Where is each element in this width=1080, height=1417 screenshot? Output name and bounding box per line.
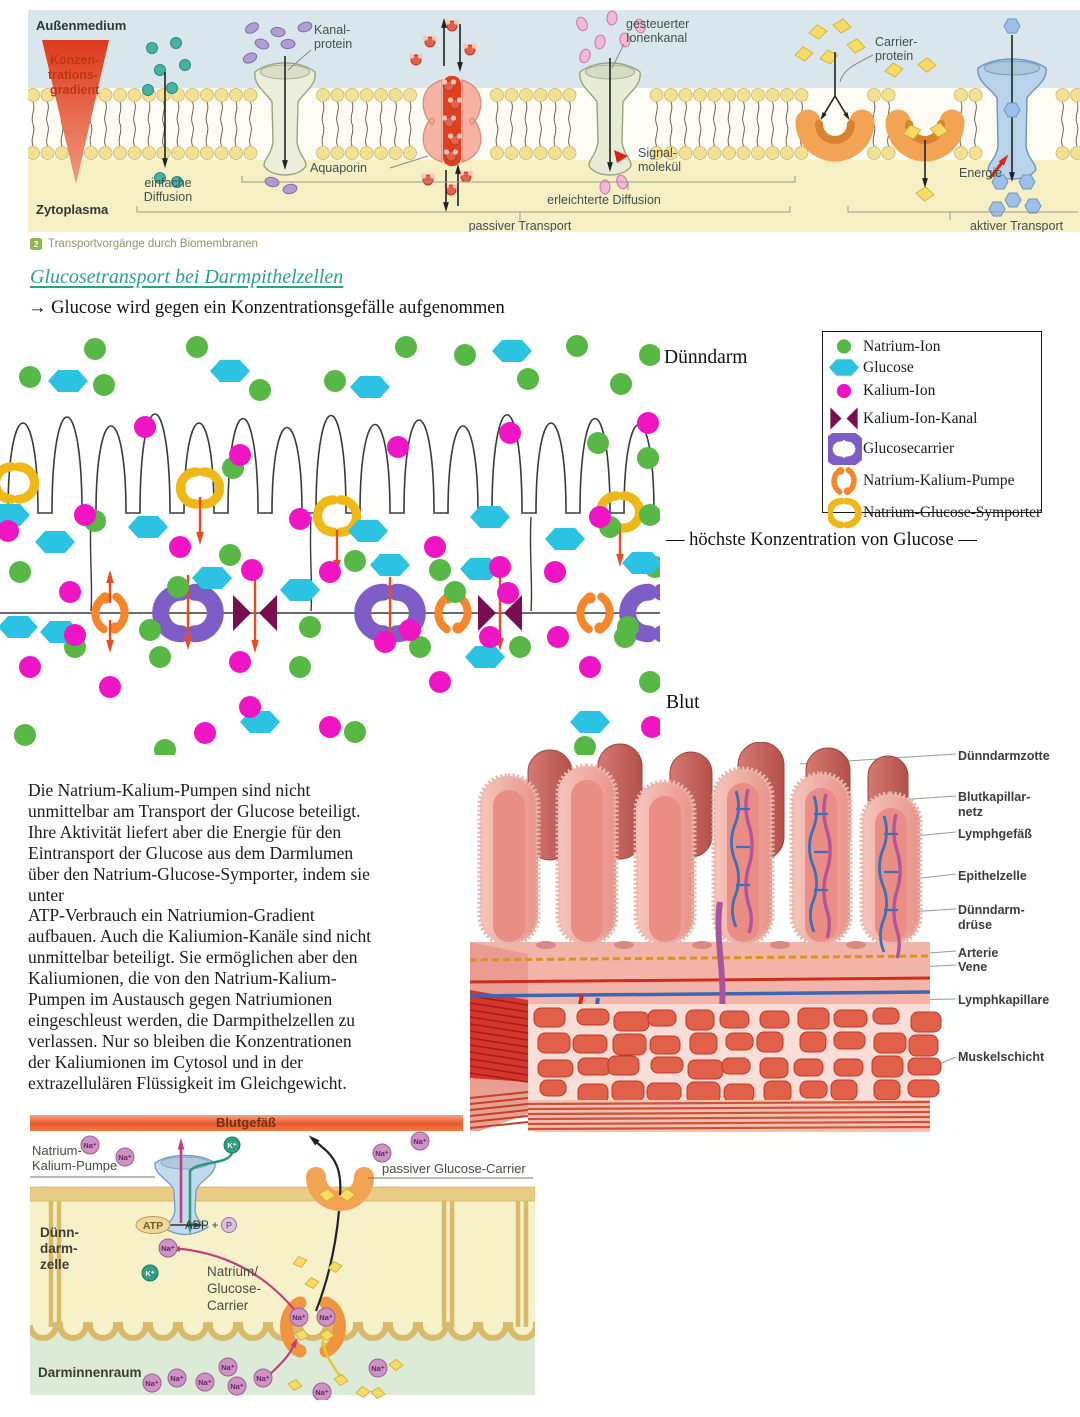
membrane-transport-figure	[28, 10, 1080, 232]
kalium-ion-dot	[589, 506, 611, 528]
glucose-dot	[48, 370, 88, 392]
gland-tissue-blob	[908, 1080, 939, 1097]
symporter-glyph	[317, 500, 333, 532]
svg-text:Na⁺: Na⁺	[145, 1378, 159, 1388]
glucose-dot	[128, 516, 168, 538]
crypt-opening	[770, 941, 790, 949]
figure-caption	[30, 238, 258, 250]
gland-tissue-blob	[874, 1080, 900, 1100]
paragraph-line: aufbauen. Auch die Kaliumion-Kanäle sind nicht	[28, 926, 372, 947]
kalium-ion-dot	[194, 722, 216, 744]
natrium-ion-dot	[444, 581, 466, 603]
legend-item	[827, 378, 1035, 404]
diffusing-particle	[143, 85, 154, 96]
paragraph-line: eingeschleust werden, die Darmpithelzellen zu	[28, 1009, 356, 1030]
kalium-ion-dot	[429, 671, 451, 693]
gland-tissue-blob	[794, 1059, 823, 1076]
gland-tissue-blob	[800, 1081, 827, 1098]
carrier-legend-icon	[828, 433, 862, 465]
natrium-ion-dot	[289, 656, 311, 678]
natrium-ion-dot	[610, 373, 632, 395]
kalium-ion-dot	[19, 656, 41, 678]
natrium-ion-dot	[154, 739, 176, 755]
kalium-ion-dot	[229, 444, 251, 466]
natrium-ion	[219, 1358, 237, 1376]
paragraph-line: der Kaliumionen im Cytosol und in der	[28, 1051, 304, 1072]
darminnenraum-label: Darminnenraum	[38, 1365, 142, 1380]
villi-label: Dünndarmzotte	[958, 749, 1050, 763]
svg-text:trations-: trations-	[48, 68, 98, 82]
gland-tissue-blob	[540, 1080, 566, 1096]
paragraph-line: Die Natrium-Kalium-Pumpen sind nicht	[28, 780, 311, 800]
svg-text:Na⁺: Na⁺	[161, 1243, 175, 1253]
natrium-ion-dot	[509, 636, 531, 658]
dünndarmdrüse-texture	[528, 1004, 941, 1104]
caption-number-badge: 2	[30, 238, 42, 250]
energy-substrate-hexagon	[1019, 175, 1035, 189]
section-heading: Glucosetransport bei Darmpithelzellen	[30, 266, 344, 288]
natrium-ion-dot	[587, 432, 609, 454]
muscle-layer-left	[470, 990, 528, 1134]
paragraph-line: unmittelbar am Transport der Glucose beteiligt.	[28, 800, 361, 821]
schema-legend	[822, 331, 1042, 521]
natrium-ion-dot	[639, 504, 660, 526]
gated-ion-channel-label: gesteuerter	[626, 17, 690, 31]
villi-label: Epithelzelle	[958, 869, 1027, 883]
natrium-ion-dot	[93, 374, 115, 396]
glucose-dot	[370, 554, 410, 576]
aquaporin-label: Aquaporin	[310, 161, 367, 175]
natrium-ion	[143, 1374, 161, 1392]
svg-text:Diffusion: Diffusion	[143, 190, 193, 204]
natrium-ion-dot	[9, 561, 31, 583]
blut-label: Blut	[666, 692, 700, 713]
natrium-ion	[290, 1308, 308, 1326]
svg-text:Na⁺: Na⁺	[375, 1148, 389, 1158]
adp-label: ADP +	[185, 1220, 219, 1232]
kalium-ion-dot	[837, 384, 851, 398]
gland-tissue-blob	[648, 1010, 676, 1026]
kalium-ion-dot	[169, 536, 191, 558]
natrium-ion-dot	[344, 550, 366, 572]
glucose-dot	[622, 552, 660, 574]
natrium-ion-dot	[517, 368, 539, 390]
intestinal-villi-figure	[470, 742, 958, 1142]
legend-label: Natrium-Ion	[863, 337, 941, 355]
kalium-ion	[224, 1137, 240, 1153]
natrium-ion-dot	[395, 336, 417, 358]
svg-text:Na⁺: Na⁺	[221, 1362, 235, 1372]
natrium-ion	[159, 1239, 177, 1257]
gland-tissue-blob	[612, 1081, 644, 1101]
gland-tissue-blob	[764, 1081, 791, 1102]
svg-text:K⁺: K⁺	[227, 1140, 237, 1150]
kalium-ion-dot	[489, 556, 511, 578]
svg-text:Na⁺: Na⁺	[292, 1312, 306, 1322]
paragraph-line: verlassen. Nur so bleiben die Konzentrationen	[28, 1030, 352, 1051]
gland-tissue-blob	[651, 1057, 683, 1073]
kalium-ion	[142, 1265, 158, 1281]
glucose-dot	[829, 359, 859, 376]
na-k-pump-label: Natrium-	[32, 1143, 82, 1158]
natrium-ion	[254, 1369, 272, 1387]
svg-text:protein: protein	[875, 49, 914, 63]
gland-tissue-blob	[613, 1034, 646, 1055]
svg-text:Na⁺: Na⁺	[118, 1152, 132, 1162]
villi-label: Muskelschicht	[958, 1050, 1045, 1064]
diffusing-particle	[171, 38, 182, 49]
gland-tissue-blob	[872, 1056, 903, 1077]
kalium-ion-dot	[64, 624, 86, 646]
symporter-glyph	[830, 501, 842, 525]
svg-text:P: P	[225, 1220, 233, 1231]
kalium-ion-dot	[319, 716, 341, 738]
gland-tissue-blob	[873, 1008, 899, 1024]
natrium-ion-dot	[84, 338, 106, 360]
kalium-ion-dot	[134, 416, 156, 438]
pumpe-legend-icon	[828, 465, 862, 497]
apical-membrane	[30, 1187, 535, 1201]
facilitated-diffusion-label: erleichterte Diffusion	[547, 193, 661, 207]
gland-tissue-blob	[834, 1032, 865, 1049]
svg-text:Kalium-Pumpe: Kalium-Pumpe	[32, 1158, 118, 1173]
glucose-dot	[492, 340, 532, 362]
kalium-ion-dot	[479, 626, 501, 648]
duenndarm-label: Dünndarm	[664, 347, 748, 368]
legend-label: Kalium-Ion-Kanal	[863, 409, 978, 427]
gland-tissue-blob	[757, 1032, 783, 1052]
svg-text:Na⁺: Na⁺	[170, 1373, 184, 1383]
natrium-ion	[411, 1132, 429, 1150]
paragraph-line: Ihre Aktivität liefert aber die Energie für den	[28, 821, 342, 842]
natrium-ion	[196, 1373, 214, 1391]
legend-label: Kalium-Ion	[863, 382, 936, 399]
gland-tissue-blob	[911, 1012, 941, 1032]
glucose-dot	[35, 531, 75, 553]
diffusing-particle	[147, 43, 158, 54]
legend-label: Natrium-Glucose-Symporter	[863, 504, 1042, 521]
caption-text: Transportvorgänge durch Biomembranen	[48, 238, 258, 250]
gland-tissue-blob	[724, 1084, 754, 1102]
legend-item	[827, 433, 1035, 465]
natrium-ion-dot	[344, 721, 366, 743]
natrium-ion-dot	[639, 671, 660, 693]
kalium-kanal-glyph	[478, 595, 496, 631]
kalium-ion-dot	[239, 696, 261, 718]
natrium-ion-dot	[566, 335, 588, 357]
crypt-opening	[536, 941, 556, 949]
gland-tissue-blob	[760, 1058, 788, 1078]
gland-tissue-blob	[720, 1011, 749, 1028]
legend-item	[827, 404, 1035, 433]
glucose-legend-icon	[828, 357, 862, 378]
svg-text:darm-: darm-	[40, 1241, 78, 1256]
kalium-ion-dot	[387, 436, 409, 458]
energy-substrate-hexagon	[1025, 199, 1041, 213]
gland-tissue-blob	[577, 1009, 609, 1025]
gland-tissue-blob	[834, 1010, 867, 1027]
energy-substrate-hexagon	[1005, 193, 1021, 207]
na-glucose-carrier-label: Natrium/	[207, 1264, 259, 1279]
glucose-dot	[570, 711, 610, 733]
gland-tissue-blob	[831, 1080, 857, 1100]
gland-tissue-blob	[800, 1032, 826, 1052]
natrium-ion-dot	[139, 619, 161, 641]
glucose-dot	[470, 506, 510, 528]
symporter-legend-icon	[828, 497, 862, 529]
paragraph-line: extrazellulären Flüssigkeit im Gleichgewicht.	[28, 1072, 347, 1093]
villi-label: Lymphkapillare	[958, 993, 1050, 1007]
gland-tissue-blob	[908, 1058, 941, 1075]
legend-item	[827, 465, 1035, 497]
carrier-protein-label: Carrier-	[875, 35, 918, 49]
glucose-dot	[280, 579, 320, 601]
natrium-ion-dot	[454, 344, 476, 366]
kalium-ion-dot	[289, 508, 311, 530]
villi-label: Vene	[958, 960, 988, 974]
gland-tissue-blob	[647, 1083, 681, 1101]
energy-substrate-hexagon	[1004, 19, 1020, 33]
energy-substrate-hexagon	[1004, 103, 1020, 117]
svg-text:protein: protein	[314, 37, 353, 51]
natrium-ion-dot	[149, 646, 171, 668]
kanal-legend-icon	[828, 404, 862, 433]
gland-tissue-blob	[686, 1010, 714, 1030]
natrium-ion	[373, 1144, 391, 1162]
signal-molecule-label: Signal-	[638, 146, 677, 160]
diffusing-particle	[180, 60, 191, 71]
svg-text:Carrier: Carrier	[207, 1298, 249, 1313]
diffusing-particle	[167, 83, 178, 94]
natrium-ion	[228, 1377, 246, 1395]
kalium-ion-dot	[99, 676, 121, 698]
legend-item	[827, 336, 1035, 357]
villi-label: Dünndarm- drüse	[958, 903, 1025, 932]
natrium-ion	[313, 1383, 331, 1400]
gland-tissue-blob	[726, 1033, 753, 1050]
kalium-ion-dot	[499, 422, 521, 444]
kalium-ion-dot	[399, 619, 421, 641]
natrium-legend-icon	[828, 336, 862, 357]
kalium-ion-dot	[319, 561, 341, 583]
ion-dots	[0, 335, 660, 755]
svg-text:Glucose-: Glucose-	[207, 1281, 262, 1296]
svg-text:Ionenkanal: Ionenkanal	[626, 31, 688, 45]
kalium-ion-dot	[579, 656, 601, 678]
kalium-ion-dot	[497, 582, 519, 604]
crypt-opening	[692, 941, 712, 949]
gland-tissue-blob	[534, 1008, 565, 1027]
symporter-glyph	[180, 472, 196, 504]
kalium-kanal-glyph	[233, 595, 251, 631]
legend-label: Glucosecarrier	[863, 440, 955, 457]
channel-protein-label: Kanal-	[314, 23, 351, 37]
kalium-ion-dot	[424, 536, 446, 558]
natrium-ion-dot	[19, 366, 41, 388]
kalium-ion-dot	[229, 651, 251, 673]
gland-tissue-blob	[687, 1082, 720, 1103]
kalium-ion-dot	[544, 561, 566, 583]
gland-tissue-blob	[722, 1058, 750, 1074]
legend-label: Glucose	[863, 358, 914, 376]
paragraph-line: Pumpen im Austausch gegen Natriumionen	[28, 989, 333, 1010]
kalium-legend-icon	[828, 378, 862, 404]
energie-label: Energie	[959, 166, 1003, 180]
natrium-ion-dot	[299, 616, 321, 638]
glucose-dot	[0, 616, 38, 638]
natrium-ion-dot	[617, 616, 639, 638]
glucose-dot	[545, 528, 585, 550]
svg-text:ATP: ATP	[142, 1220, 164, 1232]
passive-glucose-carrier-label: passiver Glucose-Carrier	[382, 1161, 526, 1176]
natrium-ion-dot	[637, 447, 659, 469]
natrium-ion-dot	[14, 724, 36, 746]
paragraph-line: unter	[28, 884, 64, 905]
paragraph-line: ATP-Verbrauch ein Natriumion-Gradient	[28, 905, 315, 926]
natrium-ion	[168, 1369, 186, 1387]
svg-text:zelle: zelle	[40, 1257, 70, 1272]
legend-label: Natrium-Kalium-Pumpe	[863, 472, 1015, 489]
crypt-opening	[846, 941, 866, 949]
channel-ion	[281, 39, 295, 49]
glucose-transport-schema	[0, 335, 660, 755]
kalium-ion-dot	[374, 631, 396, 653]
gland-tissue-blob	[650, 1036, 680, 1054]
glucose-dot	[465, 646, 505, 668]
svg-text:molekül: molekül	[638, 160, 682, 174]
villi-label: Lymphgefäß	[958, 827, 1032, 841]
kalium-ion-dot	[241, 559, 263, 581]
villi-label: Arterie	[958, 946, 999, 960]
crypt-opening	[614, 941, 634, 949]
glucosecarrier-glyph	[828, 437, 840, 462]
natrium-ion	[116, 1148, 134, 1166]
svg-text:Na⁺: Na⁺	[315, 1387, 329, 1397]
blutgefaess-label: Blutgefäß	[216, 1115, 276, 1130]
svg-text:gradient: gradient	[50, 83, 100, 97]
body-paragraph	[28, 780, 480, 1094]
gland-tissue-blob	[538, 1060, 573, 1077]
section-subline: → Glucose wird gegen ein Konzentrationsgefälle aufgenommen	[28, 298, 505, 318]
natrium-ion-dot	[639, 344, 660, 366]
kalium-ion-dot	[59, 581, 81, 603]
gland-tissue-blob	[874, 1033, 906, 1053]
gland-tissue-blob	[538, 1033, 570, 1053]
natrium-ion	[369, 1359, 387, 1377]
gland-tissue-blob	[834, 1059, 863, 1076]
gradient-label: Konzen-	[50, 53, 100, 67]
kalium-ion-dot	[641, 716, 660, 738]
natrium-ion-dot	[186, 336, 208, 358]
gland-tissue-blob	[690, 1033, 717, 1054]
passive-transport-label: passiver Transport	[468, 219, 572, 232]
zytoplasma-label: Zytoplasma	[36, 202, 109, 217]
svg-text:Na⁺: Na⁺	[319, 1312, 333, 1322]
kalium-kanal-glyph	[830, 407, 841, 429]
gland-tissue-blob	[614, 1012, 649, 1031]
svg-text:Na⁺: Na⁺	[256, 1373, 270, 1383]
kalium-ion-dot	[637, 412, 659, 434]
diffusing-particle	[155, 65, 166, 76]
svg-text:Na⁺: Na⁺	[198, 1377, 212, 1387]
na-k-pump-cell-figure	[30, 1115, 535, 1400]
natrium-ion	[81, 1136, 99, 1154]
natrium-ion-dot	[167, 576, 189, 598]
paragraph-line: unmittelbar beteiligt. Sie ermöglichen aber den	[28, 947, 358, 968]
gland-tissue-blob	[909, 1035, 938, 1056]
villi-label: Blutkapillar- netz	[958, 790, 1031, 819]
energy-substrate-hexagon	[989, 202, 1005, 216]
glucose-concentration-annotation: — höchste Konzentration von Glucose —	[666, 530, 977, 550]
kalium-ion-dot	[547, 626, 569, 648]
paragraph-line: über den Natrium-Glucose-Symporter, indem sie	[28, 863, 370, 884]
natrium-ion-dot	[837, 339, 851, 353]
natrium-ion-dot	[249, 379, 271, 401]
glucose-dot	[210, 360, 250, 382]
natrium-ion-dot	[429, 559, 451, 581]
gland-tissue-blob	[608, 1056, 639, 1075]
natrium-ion-dot	[324, 370, 346, 392]
paragraph-line: Kaliumionen, die von den Natrium-Kalium-	[28, 968, 337, 989]
svg-text:Na⁺: Na⁺	[83, 1140, 97, 1150]
aussenmedium-label: Außenmedium	[36, 18, 127, 33]
simple-diffusion-label: einfache	[144, 176, 192, 190]
svg-text:Na⁺: Na⁺	[371, 1363, 385, 1373]
svg-text:Na⁺: Na⁺	[413, 1136, 427, 1146]
gland-tissue-blob	[760, 1011, 789, 1028]
legend-item	[827, 497, 1042, 529]
gland-tissue-blob	[573, 1035, 607, 1053]
gland-tissue-blob	[688, 1060, 723, 1079]
natrium-ion-dot	[219, 544, 241, 566]
gland-tissue-blob	[798, 1008, 829, 1029]
aussenmedium-region	[28, 10, 1080, 88]
active-transport-label: aktiver Transport	[970, 219, 1064, 232]
gland-tissue-blob	[578, 1058, 611, 1075]
svg-text:K⁺: K⁺	[145, 1268, 155, 1278]
gated-channel-ion	[607, 11, 618, 26]
glucose-dot	[350, 376, 390, 398]
paragraph-line: Eintransport der Glucose aus dem Darmlumen	[28, 842, 354, 863]
natrium-ion	[317, 1308, 335, 1326]
legend-item	[827, 357, 1035, 378]
cell-border	[530, 517, 531, 611]
cell-label: Dünn-	[40, 1225, 79, 1240]
svg-text:Na⁺: Na⁺	[230, 1381, 244, 1391]
kalium-ion-dot	[74, 504, 96, 526]
schema-transporters	[0, 467, 660, 634]
